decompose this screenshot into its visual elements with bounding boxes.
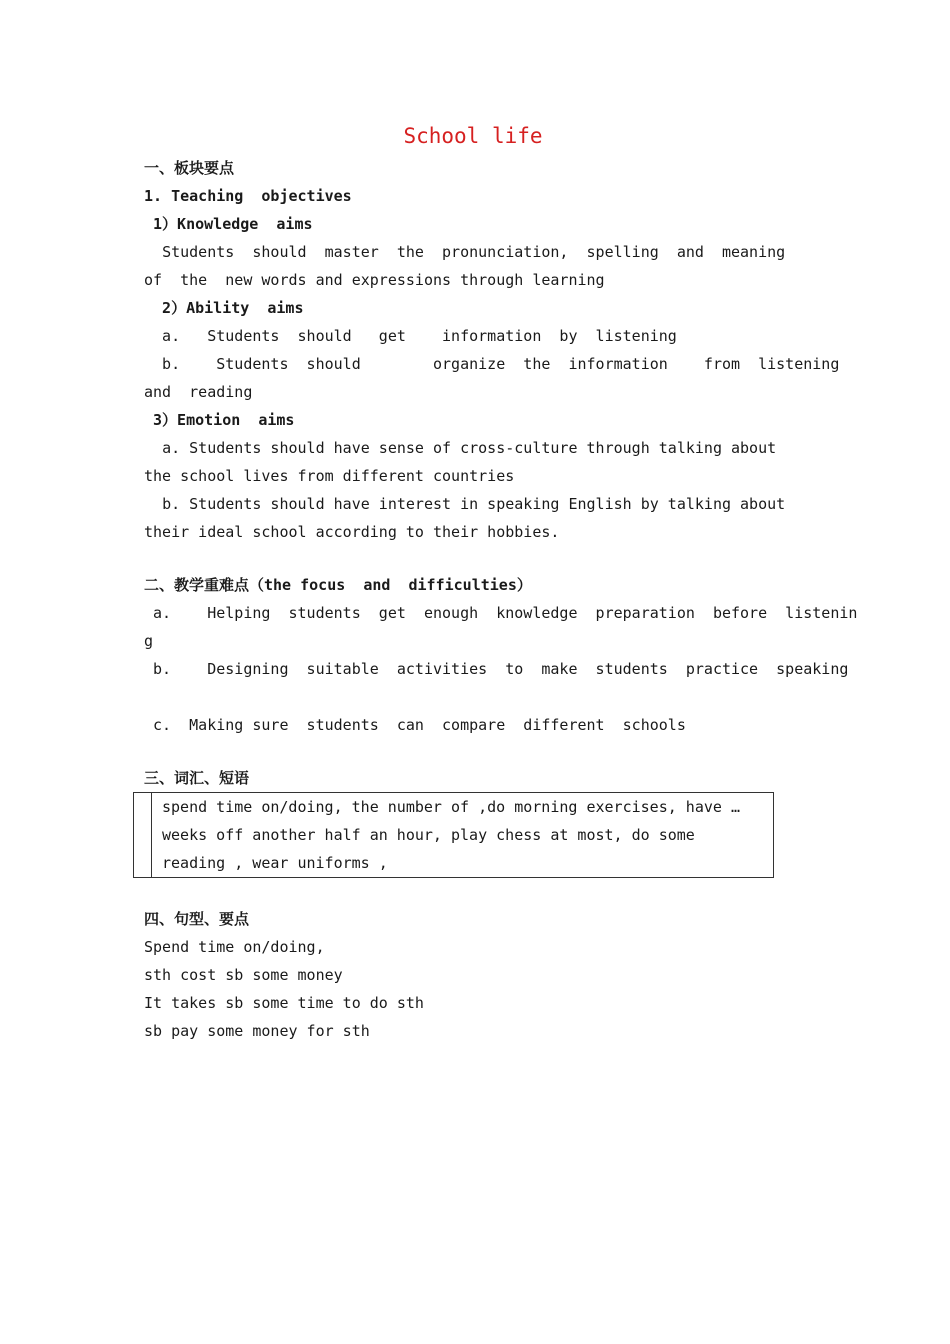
- vocabulary-box: [133, 792, 774, 878]
- focus-item-c: c. Making sure students can compare different schools: [144, 716, 686, 734]
- ability-aims-heading: 2）Ability aims: [144, 299, 304, 317]
- section-2-heading: 二、教学重难点（the focus and difficulties）: [144, 576, 532, 594]
- pattern-item: sb pay some money for sth: [144, 1022, 370, 1040]
- emotion-aim-b: b. Students should have interest in speaking English by talking about their ideal school according to their hobbies.: [144, 495, 795, 541]
- ability-aim-b-line2: and reading: [144, 383, 253, 401]
- emotion-aims-heading: 3）Emotion aims: [144, 411, 295, 429]
- pattern-item: Spend time on/doing,: [144, 938, 325, 956]
- document-page: [144, 118, 858, 1045]
- knowledge-aims-text: Students should master the pronunciation, spelling and meaning of the new words and expressions through learning: [144, 243, 804, 289]
- spacer: [144, 878, 808, 905]
- focus-item-a-line1: a. Helping students get enough knowledge preparation before listenin: [144, 604, 858, 622]
- objectives-heading: 1. Teaching objectives: [144, 187, 352, 205]
- section-1-heading: 一、板块要点: [144, 159, 235, 177]
- section-4-heading: 四、句型、要点: [144, 910, 250, 928]
- section-3-heading: 三、词汇、短语: [144, 769, 250, 787]
- pattern-item: It takes sb some time to do sth: [144, 994, 424, 1012]
- spacer: [144, 546, 808, 571]
- ability-aim-b-line1: b. Students should organize the information from listening: [144, 355, 840, 373]
- focus-item-b: b. Designing suitable activities to make students practice speaking: [144, 660, 849, 678]
- pattern-item: sth cost sb some money: [144, 966, 343, 984]
- spacer: [144, 739, 808, 764]
- emotion-aim-a: a. Students should have sense of cross-culture through talking about the school lives from different countries: [144, 439, 786, 485]
- ability-aim-a: a. Students should get information by listening: [144, 327, 677, 345]
- blank-line: [144, 683, 808, 711]
- knowledge-aims-heading: 1）Knowledge aims: [144, 215, 313, 233]
- page-title: School life: [403, 124, 543, 148]
- vocabulary-text: spend time on/doing, the number of ,do morning exercises, have …weeks off another half an hour, play chess at most, do some reading , wear uniforms ,: [162, 798, 740, 872]
- focus-item-a-line2: g: [144, 632, 154, 650]
